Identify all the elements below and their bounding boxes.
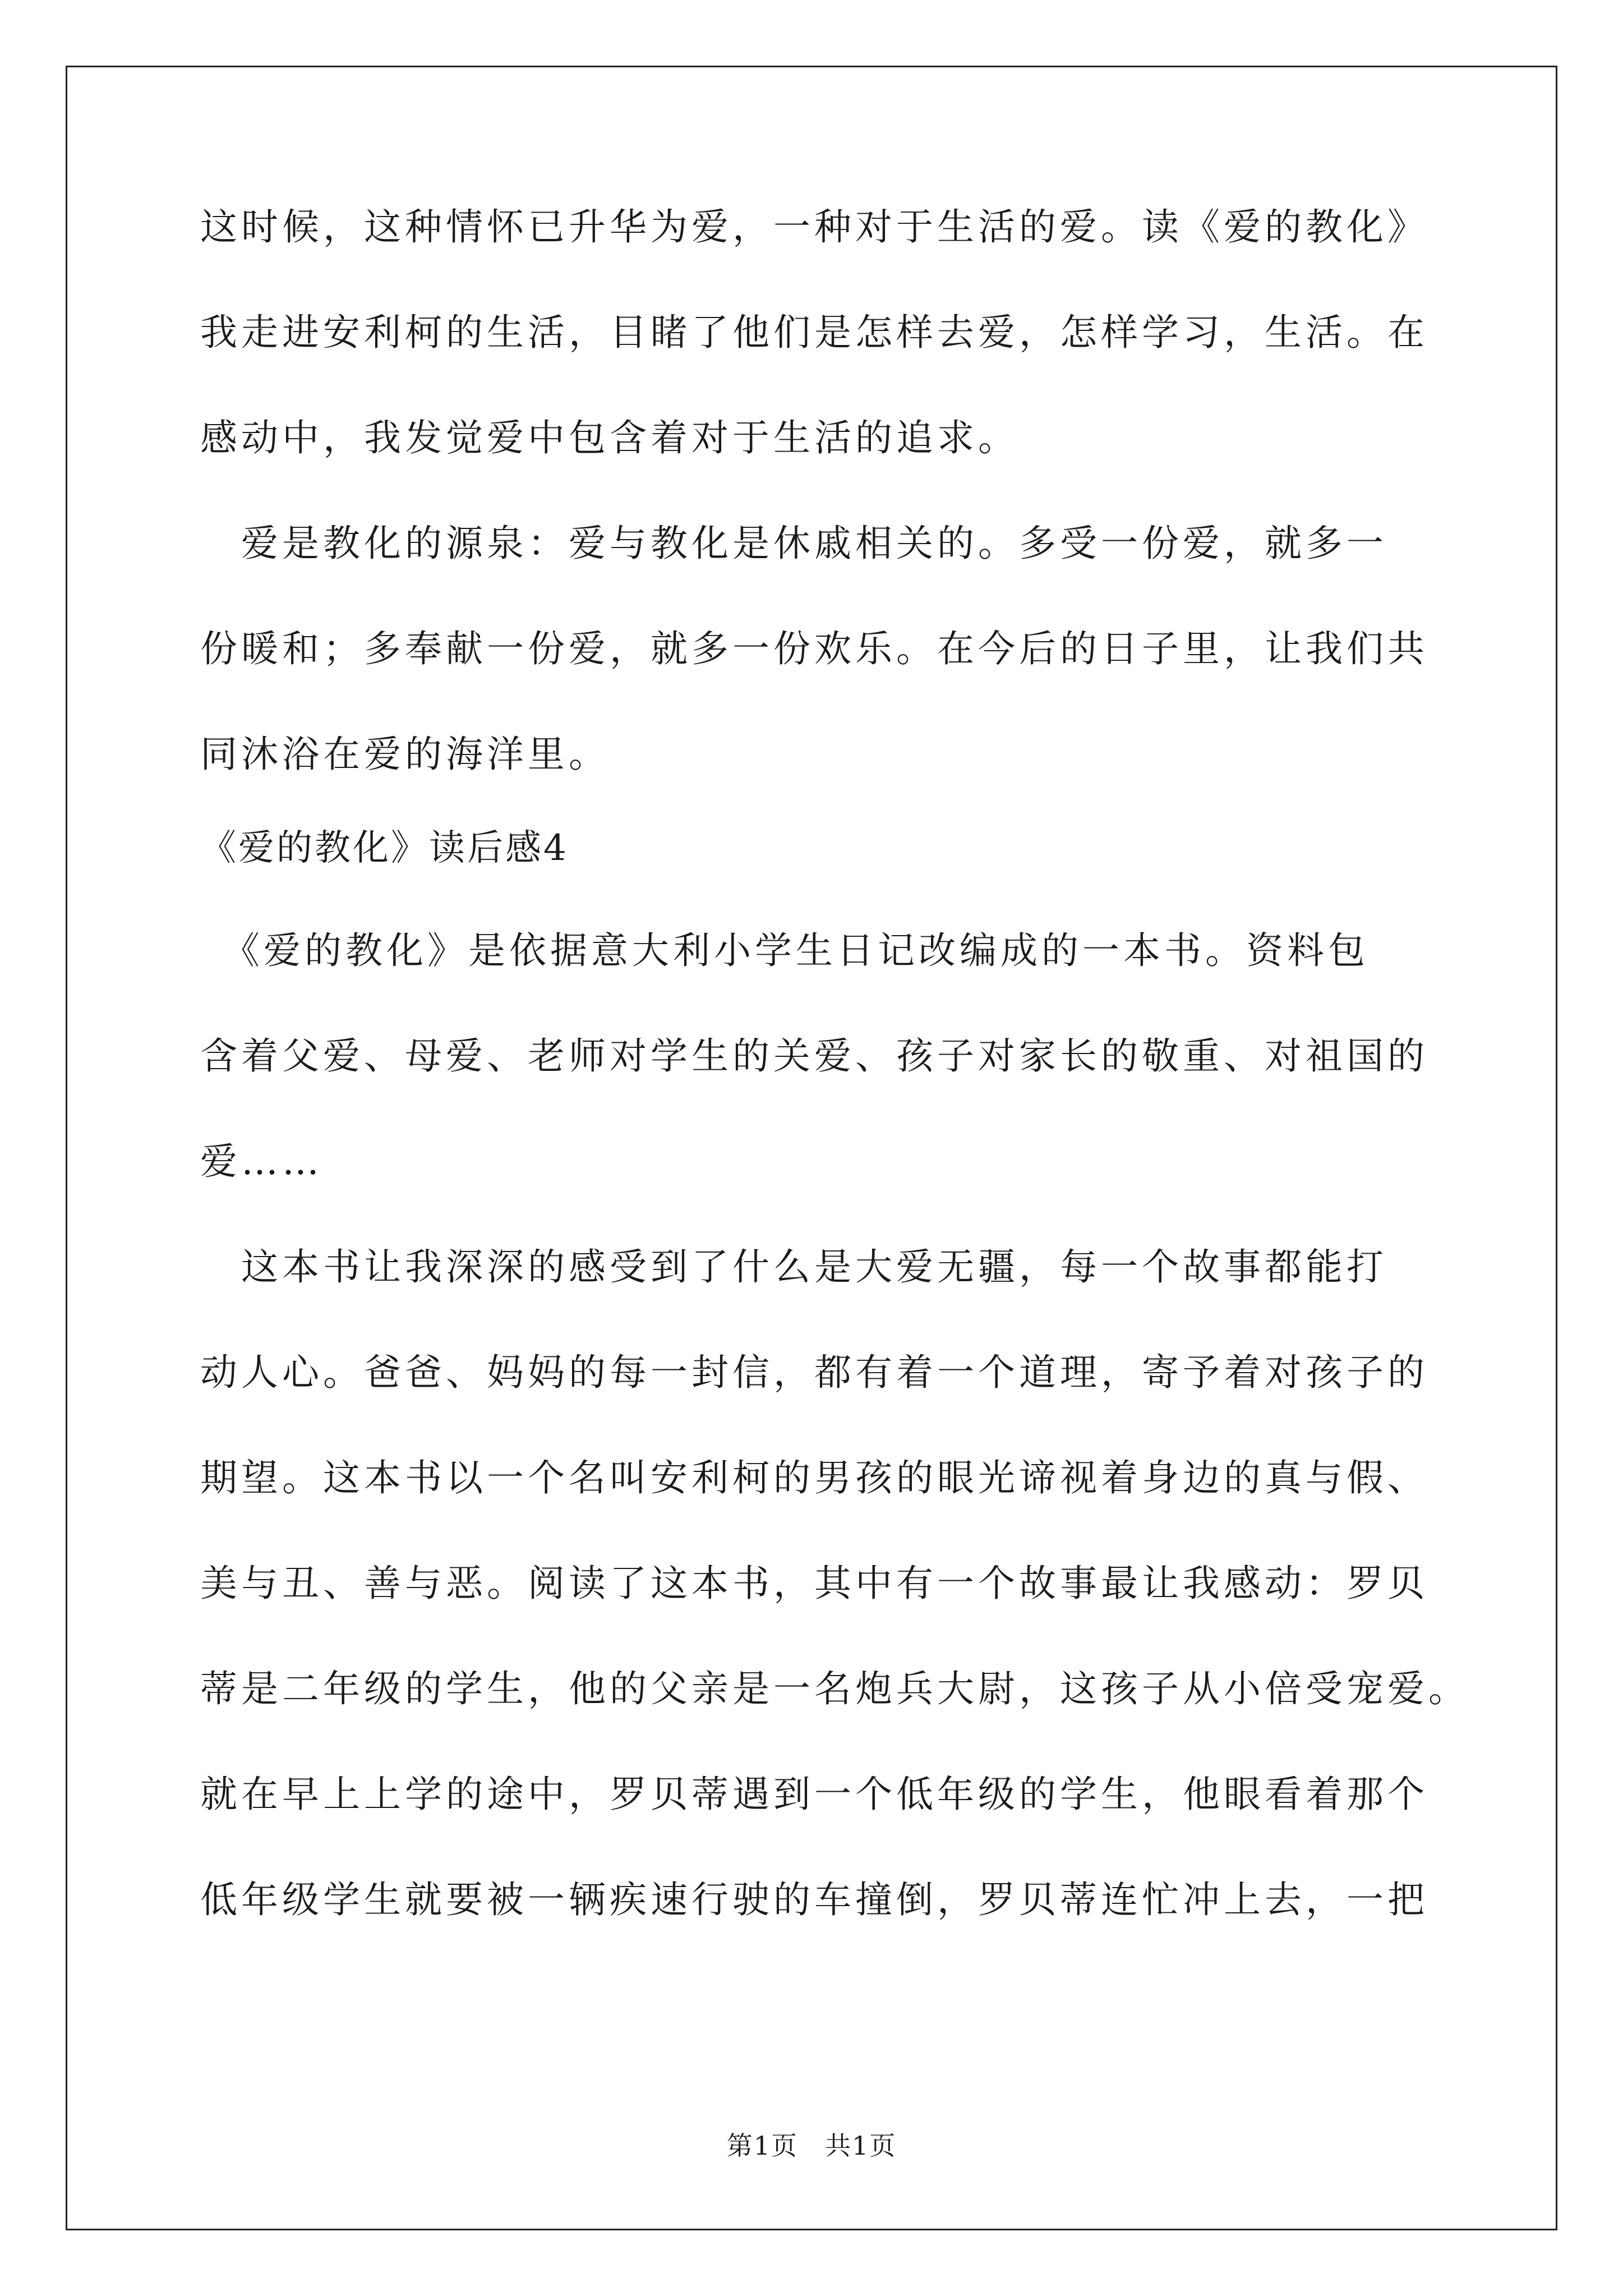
paragraph-line: 份暖和；多奉献一份爱，就多一份欢乐。在今后的日子里，让我们共 xyxy=(200,627,1428,670)
page-number-footer: 第1页 共1页 xyxy=(726,2131,897,2161)
paragraph-line: 蒂是二年级的学生，他的父亲是一名炮兵大尉，这孩子从小倍受宠爱。 xyxy=(200,1667,1469,1710)
paragraph-line: 就在早上上学的途中，罗贝蒂遇到一个低年级的学生，他眼看着那个 xyxy=(200,1773,1428,1816)
paragraph-line: 同沐浴在爱的海洋里。 xyxy=(200,733,610,776)
paragraph-line: 爱…… xyxy=(200,1140,323,1183)
paragraph-line: 这时候，这种情怀已升华为爱，一种对于生活的爱。读《爱的教化》 xyxy=(200,205,1428,249)
paragraph-line: 美与丑、善与恶。阅读了这本书，其中有一个故事最让我感动：罗贝 xyxy=(200,1562,1428,1605)
paragraph-line: 含着父爱、母爱、老师对学生的关爱、孩子对家长的敬重、对祖国的 xyxy=(200,1034,1428,1078)
paragraph-line: 《爱的教化》是依据意大利小学生日记改编成的一本书。资料包 xyxy=(200,929,1369,972)
paragraph-line: 这本书让我深深的感受到了什么是大爱无疆，每一个故事都能打 xyxy=(200,1245,1387,1289)
paragraph-line: 爱是教化的源泉：爱与教化是休戚相关的。多受一份爱，就多一 xyxy=(200,522,1387,565)
paragraph-line: 感动中，我发觉爱中包含着对于生活的追求。 xyxy=(200,416,1019,459)
paragraph-line: 动人心。爸爸、妈妈的每一封信，都有着一个道理，寄予着对孩子的 xyxy=(200,1351,1428,1394)
section-heading: 《爱的教化》读后感4 xyxy=(200,827,569,869)
paragraph-line: 我走进安利柯的生活，目睹了他们是怎样去爱，怎样学习，生活。在 xyxy=(200,311,1428,354)
paragraph-line: 低年级学生就要被一辆疾速行驶的车撞倒，罗贝蒂连忙冲上去，一把 xyxy=(200,1878,1428,1921)
paragraph-line: 期望。这本书以一个名叫安利柯的男孩的眼光谛视着身边的真与假、 xyxy=(200,1456,1428,1499)
